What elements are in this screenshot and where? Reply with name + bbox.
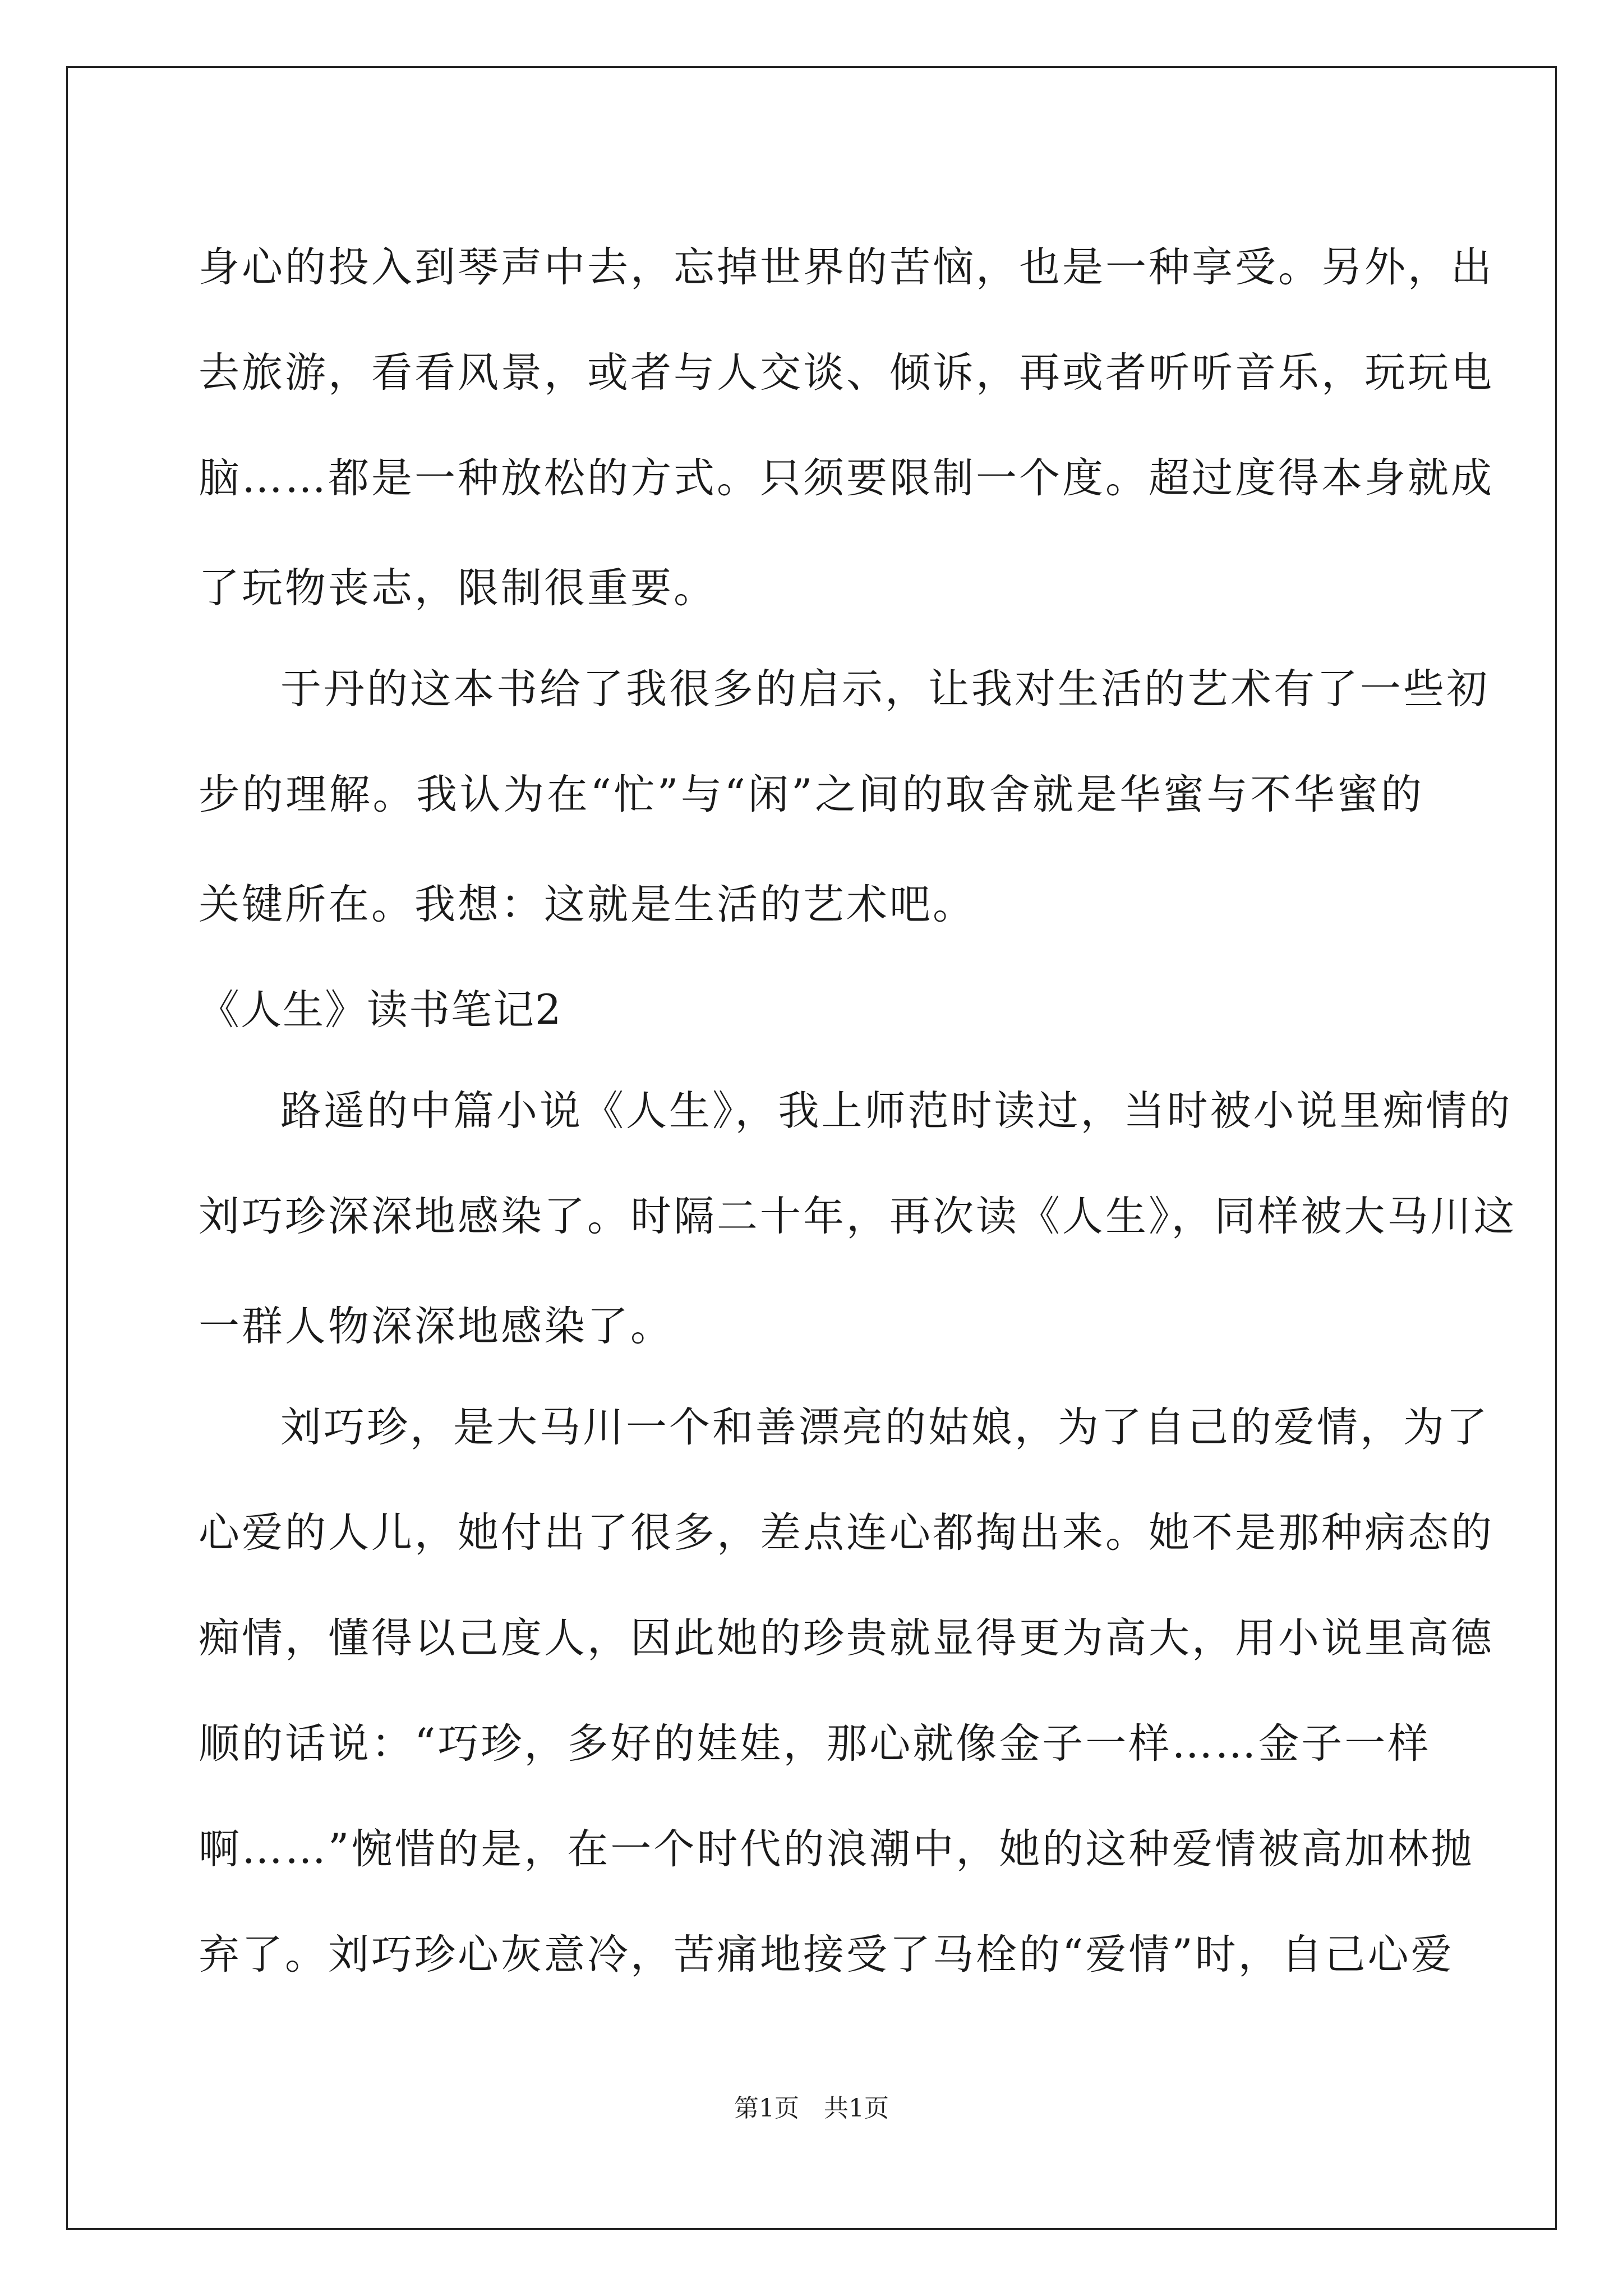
paragraph-line: 啊……”惋惜的是，在一个时代的浪潮中，她的这种爱情被高加林抛 <box>199 1825 1474 1873</box>
paragraph-line: 去旅游，看看风景，或者与人交谈、倾诉，再或者听听音乐，玩玩电 <box>199 349 1494 397</box>
paragraph-line: 了玩物丧志，限制很重要。 <box>199 564 717 612</box>
page-footer: 第1页 共1页 <box>734 2094 889 2123</box>
document-body <box>199 215 1517 2008</box>
paragraph-line: 步的理解。我认为在“忙”与“闲”之间的取舍就是华蜜与不华蜜的 <box>199 771 1424 818</box>
paragraph-line: 于丹的这本书给了我很多的启示，让我对生活的艺术有了一些初 <box>280 665 1490 713</box>
paragraph-line: 身心的投入到琴声中去，忘掉世界的苦恼，也是一种享受。另外，出 <box>199 243 1494 291</box>
paragraph-line: 关键所在。我想：这就是生活的艺术吧。 <box>199 880 976 928</box>
section-heading: 《人生》读书笔记2 <box>199 986 562 1034</box>
paragraph-line: 弃了。刘巧珍心灰意冷，苦痛地接受了马栓的“爱情”时，自己心爱 <box>199 1931 1454 1978</box>
paragraph-line: 刘巧珍，是大马川一个和善漂亮的姑娘，为了自己的爱情，为了 <box>280 1404 1490 1451</box>
paragraph-line: 顺的话说：“巧珍，多好的娃娃，那心就像金子一样……金子一样 <box>199 1720 1431 1768</box>
paragraph-line: 刘巧珍深深地感染了。时隔二十年，再次读《人生》，同样被大马川这 <box>199 1193 1517 1240</box>
paragraph-line: 路遥的中篇小说《人生》，我上师范时读过，当时被小说里痴情的 <box>280 1087 1513 1135</box>
paragraph-line: 痴情，懂得以己度人，因此她的珍贵就显得更为高大，用小说里高德 <box>199 1614 1494 1662</box>
paragraph-line: 脑……都是一种放松的方式。只须要限制一个度。超过度得本身就成 <box>199 454 1494 502</box>
paragraph-line: 一群人物深深地感染了。 <box>199 1302 674 1350</box>
paragraph-line: 心爱的人儿，她付出了很多，差点连心都掏出来。她不是那种病态的 <box>199 1509 1494 1557</box>
